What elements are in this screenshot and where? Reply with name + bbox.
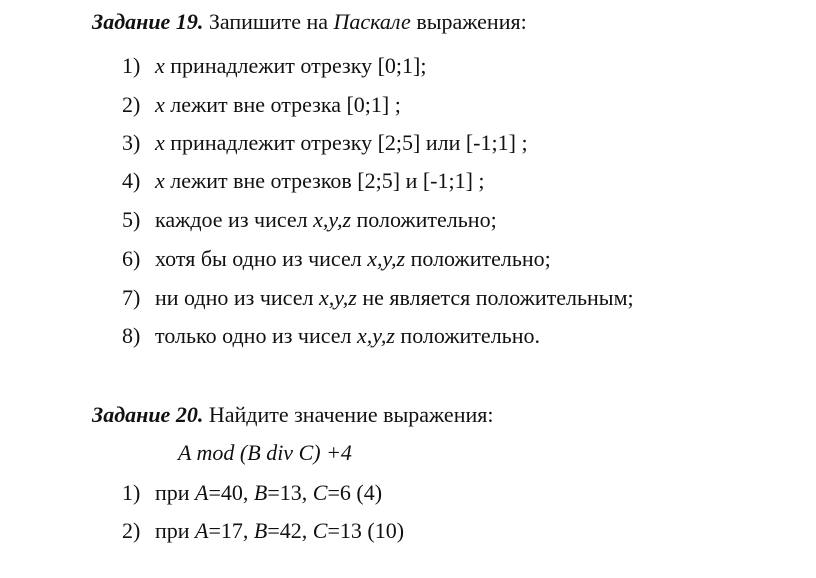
item-number: 2) <box>122 92 141 117</box>
var-c-value: =13 (10) <box>327 518 405 543</box>
item-text: принадлежит отрезку [2;5] или [-1;1] ; <box>164 130 528 155</box>
var-b-label: B <box>253 480 268 505</box>
task19-item <box>122 246 551 272</box>
var-c-value: =6 (4) <box>327 480 383 505</box>
var-a-label: A <box>195 480 209 505</box>
task19-item <box>122 92 401 118</box>
task19-heading <box>92 9 527 35</box>
task19-intro-italic: Паскале <box>333 9 411 34</box>
task20-intro: Найдите значение выражения: <box>203 402 494 427</box>
task20-formula: A mod (B div C) +4 <box>178 440 352 465</box>
task19-intro-after: выражения: <box>410 9 527 34</box>
item-text-post: положительно; <box>405 246 551 271</box>
item-text: лежит вне отрезков [2;5] и [-1;1] ; <box>164 168 485 193</box>
item-number: 5) <box>122 207 141 232</box>
task19-item <box>122 285 634 311</box>
task20-title: Задание 20. <box>92 402 204 427</box>
item-number: 1) <box>122 53 141 78</box>
item-number: 6) <box>122 246 141 271</box>
var-a-value: =40, <box>208 480 254 505</box>
item-number: 7) <box>122 285 141 310</box>
task20-item <box>122 480 382 506</box>
var-c-label: C <box>312 480 328 505</box>
item-text-pre: ни одно из чисел <box>155 285 319 310</box>
task19-item <box>122 53 426 79</box>
var-a-value: =17, <box>208 518 254 543</box>
item-variable: x <box>155 53 165 78</box>
item-text-pre: при <box>155 480 196 505</box>
item-variable: x <box>155 130 165 155</box>
item-text-post: положительно. <box>394 323 540 348</box>
item-variables: x,y,z <box>357 323 395 348</box>
item-text-pre: только одно из чисел <box>155 323 358 348</box>
task19-item <box>122 168 485 194</box>
item-variables: x,y,z <box>313 207 352 232</box>
item-number: 3) <box>122 130 141 155</box>
item-number: 1) <box>122 480 141 505</box>
task19-item <box>122 207 497 233</box>
item-variable: x <box>155 92 165 117</box>
var-b-label: B <box>253 518 268 543</box>
item-variable: x <box>155 168 165 193</box>
var-b-value: =42, <box>267 518 313 543</box>
item-text: лежит вне отрезка [0;1] ; <box>164 92 401 117</box>
item-text-post: положительно; <box>351 207 497 232</box>
var-b-value: =13, <box>267 480 313 505</box>
item-number: 4) <box>122 168 141 193</box>
task19-item <box>122 323 540 349</box>
item-text-pre: хотя бы одно из чисел <box>155 246 368 271</box>
task20-heading <box>92 402 493 428</box>
item-text-pre: при <box>155 518 196 543</box>
task19-item <box>122 130 528 156</box>
item-number: 8) <box>122 323 141 348</box>
task20-item <box>122 518 404 544</box>
var-a-label: A <box>195 518 209 543</box>
item-text-post: не является положительным; <box>356 285 634 310</box>
item-variables: x,y,z <box>367 246 406 271</box>
item-number: 2) <box>122 518 141 543</box>
item-variables: x,y,z <box>318 285 357 310</box>
var-c-label: C <box>312 518 328 543</box>
item-text-pre: каждое из чисел <box>155 207 314 232</box>
task19-title: Задание 19. <box>92 9 204 34</box>
item-text: принадлежит отрезку [0;1]; <box>164 53 427 78</box>
task19-intro-before: Запишите на <box>203 9 334 34</box>
